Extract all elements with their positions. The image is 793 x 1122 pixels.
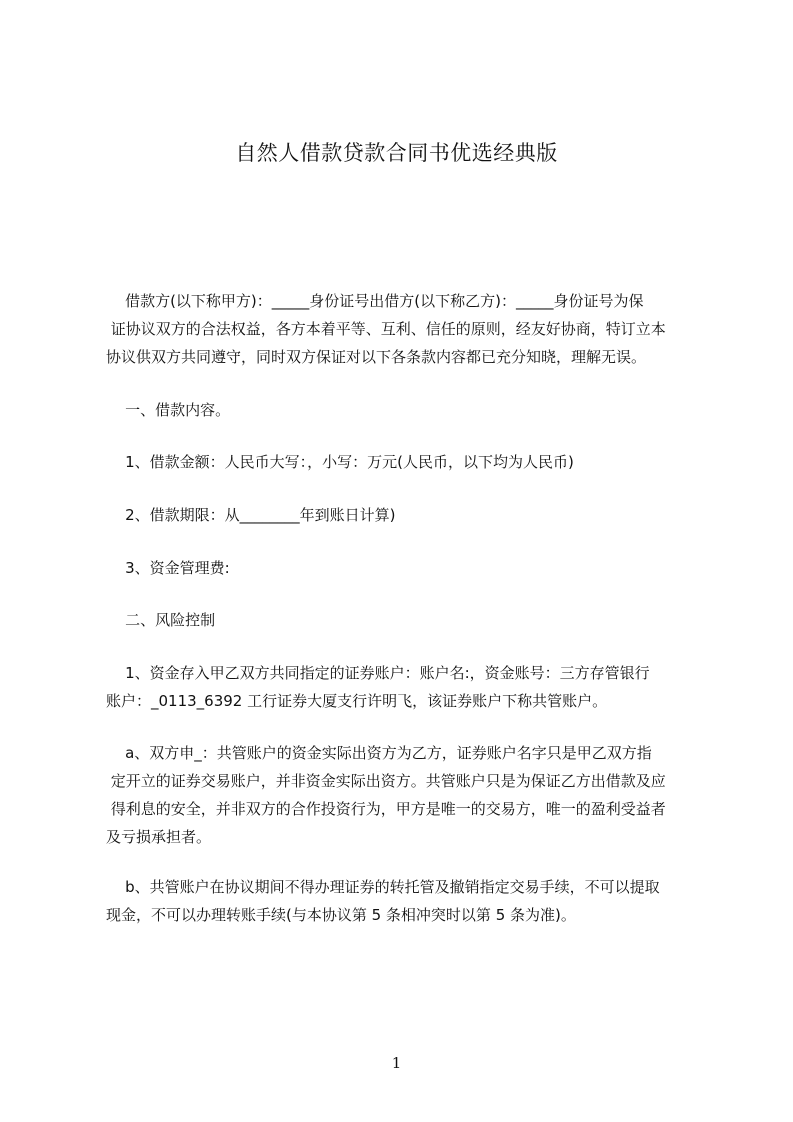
- clause-joint-account: [106, 659, 702, 715]
- text-line: 1、资金存入甲乙双方共同指定的证券账户：账户名:，资金账号：三方存管银行: [106, 664, 650, 682]
- text-line: 定开立的证券交易账户，并非资金实际出资方。共管账户只是为保证乙方出借款及应: [106, 772, 666, 790]
- text-line: 证协议双方的合法权益，各方本着平等、互利、信任的原则，经友好协商，特订立本: [106, 320, 666, 338]
- clause-loan-term: [106, 501, 702, 529]
- page-number: 1: [391, 1054, 402, 1072]
- text-line: 2、借款期限：从________年到账日计算): [106, 506, 396, 524]
- clause-b-restrictions: [106, 873, 702, 929]
- clause-a-declaration: [106, 739, 702, 851]
- text-line: 协议供双方共同遵守，同时双方保证对以下各条款内容都已充分知晓，理解无误。: [106, 348, 647, 366]
- text-line: a、双方申_：共管账户的资金实际出资方为乙方，证券账户名字只是甲乙双方指: [106, 744, 652, 762]
- section-heading-loan-content: [106, 396, 702, 424]
- section-heading-risk-control: [106, 606, 702, 634]
- text-line: 二、风险控制: [106, 611, 216, 629]
- paragraph-intro: [106, 287, 702, 371]
- text-line: 1、借款金额：人民币大写：，小写：万元(人民币，以下均为人民币): [106, 453, 574, 471]
- text-line: 现金，不可以办理转账手续(与本协议第 5 条相冲突时以第 5 条为准)。: [106, 906, 576, 924]
- text-line: 账户：_0113_6392 工行证券大厦支行许明飞，该证券账户下称共管账户。: [106, 692, 608, 710]
- text-line: 及亏损承担者。: [106, 828, 212, 846]
- text-line: 借款方(以下称甲方)：_____身份证号出借方(以下称乙方)：_____身份证号为保: [106, 292, 644, 310]
- document-title: 自然人借款贷款合同书优选经典版: [235, 141, 558, 165]
- text-line: b、共管账户在协议期间不得办理证券的转托管及撤销指定交易手续，不可以提取: [106, 878, 660, 896]
- clause-management-fee: [106, 554, 702, 582]
- text-line: 3、资金管理费:: [106, 559, 230, 577]
- text-line: 一、借款内容。: [106, 401, 231, 419]
- clause-loan-amount: [106, 448, 702, 476]
- text-line: 得利息的安全，并非双方的合作投资行为，甲方是唯一的交易方，唯一的盈利受益者: [106, 800, 666, 818]
